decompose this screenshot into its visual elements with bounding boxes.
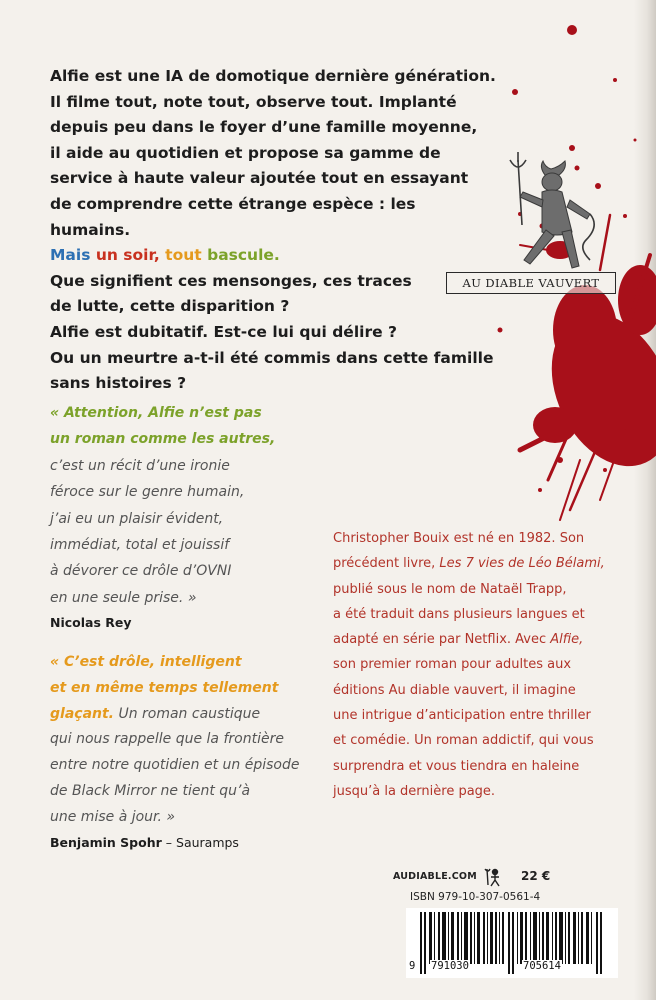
synopsis-line: de comprendre cette étrange espèce : les humains.: [50, 194, 416, 239]
synopsis-line: Que signifient ces mensonges, ces traces: [50, 271, 412, 290]
barcode-digits-left: 791030: [431, 960, 469, 972]
quote-line: c’est un récit d’une ironie: [50, 457, 230, 474]
bio-text: adapté en série par Netflix. Avec: [333, 632, 551, 648]
synopsis-line: Il filme tout, note tout, observe tout. Implanté: [50, 92, 457, 111]
devil-mini-icon: [483, 866, 505, 888]
quote-line: de Black Mirror ne tient qu’à: [50, 782, 251, 799]
bio-line: une intrigue d’anticipation entre thriller: [333, 708, 591, 724]
bio-line: son premier roman pour adultes aux: [333, 657, 572, 673]
synopsis-line: il aide au quotidien et propose sa gamme de: [50, 143, 441, 162]
bio-line: et comédie. Un roman addictif, qui vous: [333, 733, 594, 749]
quote-mixed-line: [50, 702, 330, 728]
author-bio: [333, 526, 628, 804]
quote-nicolas-rey: [50, 400, 330, 633]
quote-benjamin-spohr: [50, 650, 330, 853]
bio-line: surprendra et vous tiendra en haleine: [333, 758, 580, 774]
synopsis: [50, 64, 500, 397]
bio-line: [333, 551, 628, 576]
synopsis-line: Ou un meurtre a-t-il été commis dans cette famille: [50, 348, 494, 367]
bio-line: [333, 627, 628, 652]
bio-line: publié sous le nom de Nataël Trapp,: [333, 581, 567, 597]
quote-line: une mise à jour. »: [50, 808, 176, 825]
highlight-tout: tout: [165, 246, 202, 265]
bio-text: précédent livre,: [333, 556, 440, 572]
quote-line: entre notre quotidien et un épisode: [50, 757, 300, 774]
synopsis-line: service à haute valeur ajoutée tout en essayant: [50, 169, 469, 188]
quote-author: [50, 613, 330, 633]
quote-line: j’ai eu un plaisir évident,: [50, 510, 224, 527]
quote-line: féroce sur le genre humain,: [50, 484, 245, 501]
isbn: ISBN 979-10-307-0561-4: [410, 891, 541, 903]
publisher-website: AUDIABLE.COM: [393, 871, 477, 882]
bio-line: a été traduit dans plusieurs langues et: [333, 606, 585, 622]
quote-author: [50, 833, 330, 853]
book-title: Alfie,: [550, 632, 584, 648]
barcode-digits: [406, 960, 618, 976]
synopsis-line: Alfie est une IA de domotique dernière génération.: [50, 67, 496, 85]
quote-line: en une seule prise. »: [50, 589, 197, 606]
book-title: Les 7 vies de Léo Bélami,: [439, 556, 605, 572]
quote-highlight-line: « Attention, Alfie n’est pas: [50, 405, 262, 421]
price: 22 €: [521, 869, 551, 883]
bio-line: éditions Au diable vauvert, il imagine: [333, 682, 576, 698]
bio-line: Christopher Bouix est né en 1982. Son: [333, 531, 585, 546]
barcode-digits-right: 705614: [523, 960, 561, 972]
publisher-logo-label: AU DIABLE VAUVERT: [446, 272, 616, 294]
synopsis-line: sans histoires ?: [50, 374, 187, 393]
barcode-digit-first: 9: [409, 960, 416, 972]
quote-line: à dévorer ce drôle d’OVNI: [50, 563, 232, 580]
quote-highlight-word: glaçant.: [50, 705, 114, 722]
quote-text: Un roman caustique: [118, 705, 261, 722]
synopsis-line: Alfie est dubitatif. Est-ce lui qui délire ?: [50, 322, 397, 341]
highlight-bascule: bascule.: [207, 246, 280, 265]
author-name: Benjamin Spohr: [50, 834, 162, 850]
quote-highlight-line: un roman comme les autres,: [50, 431, 276, 448]
quote-highlight-line: et en même temps tellement: [50, 679, 279, 696]
quote-line: qui nous rappelle que la frontière: [50, 731, 284, 748]
synopsis-line: de lutte, cette disparition ?: [50, 297, 290, 316]
author-name: Nicolas Rey: [50, 615, 132, 631]
synopsis-highlight-line: [50, 243, 500, 269]
highlight-un-soir: un soir,: [95, 246, 160, 265]
quote-line: immédiat, total et jouissif: [50, 537, 230, 554]
highlight-mais: Mais: [50, 246, 91, 265]
synopsis-line: depuis peu dans le foyer d’une famille moyenne,: [50, 118, 478, 137]
quote-source: – Sauramps: [165, 834, 239, 850]
quote-highlight-line: « C’est drôle, intelligent: [50, 654, 242, 670]
bio-line: jusqu’à la dernière page.: [333, 783, 496, 799]
publisher-info-row: [393, 868, 623, 888]
